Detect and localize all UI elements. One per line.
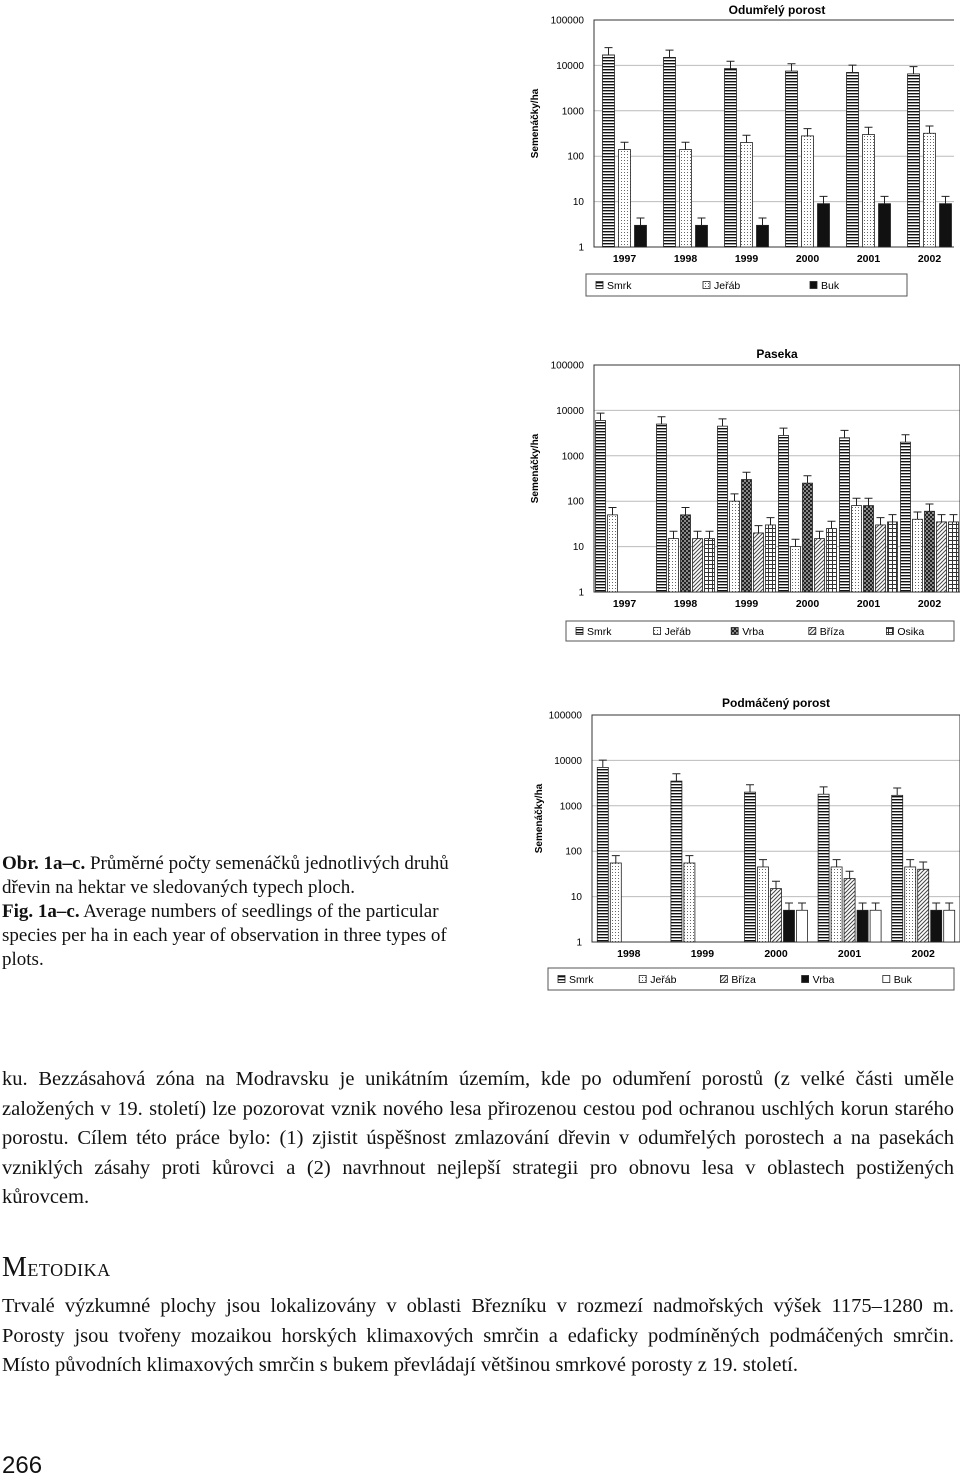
x-tick-label: 1999 (690, 948, 715, 960)
legend-swatch (886, 628, 893, 635)
legend-swatch (883, 976, 890, 983)
error-bar (865, 127, 873, 134)
bar (786, 71, 798, 247)
error-bar (772, 881, 780, 888)
error-bar (670, 531, 678, 538)
error-bar (666, 50, 674, 57)
bar (876, 525, 886, 592)
bar (852, 506, 862, 592)
legend-label: Buk (821, 279, 840, 292)
error-bar (658, 417, 666, 424)
y-tick-label: 1000 (561, 451, 584, 463)
bar (802, 136, 814, 247)
bar (944, 910, 955, 942)
y-tick-label: 100000 (550, 360, 584, 372)
error-bar (804, 129, 812, 136)
error-bar (746, 785, 754, 792)
error-bar (820, 787, 828, 794)
legend-label: Smrk (607, 279, 632, 292)
x-tick-label: 1999 (734, 598, 759, 610)
bar (847, 72, 859, 247)
y-axis-label: Semenáčky/ha (534, 783, 545, 854)
legend-label: Smrk (569, 973, 594, 986)
bar (664, 57, 676, 247)
error-bar (731, 494, 739, 501)
error-bar (926, 126, 934, 133)
y-tick-label: 10000 (556, 60, 584, 72)
x-tick-label: 2002 (917, 598, 942, 610)
y-tick-label: 100 (565, 846, 582, 858)
bar (913, 519, 923, 592)
section-heading-metodika (2, 1252, 111, 1284)
y-tick-label: 100 (567, 151, 584, 163)
x-tick-label: 2000 (795, 253, 820, 265)
bar (779, 435, 789, 592)
legend-swatch (654, 628, 661, 635)
bar (718, 426, 728, 592)
error-bar (828, 521, 836, 528)
bar (757, 225, 769, 247)
caption-czech-label: Obr. 1a–c. (2, 853, 86, 874)
error-bar (893, 788, 901, 795)
x-tick-label: 2001 (856, 253, 881, 265)
chart-title: Podmáčený porost (721, 696, 831, 710)
error-bar (612, 856, 620, 863)
bar (925, 511, 935, 592)
y-tick-label: 10 (572, 542, 584, 554)
x-tick-label: 2000 (795, 598, 820, 610)
bar (827, 529, 837, 592)
y-tick-label: 10 (572, 197, 584, 209)
error-bar (950, 515, 958, 522)
y-tick-label: 1 (576, 937, 582, 949)
error-bar (785, 903, 793, 910)
legend (586, 274, 907, 296)
error-bar (889, 515, 897, 522)
chart-svg (524, 344, 960, 644)
error-bar (841, 430, 849, 437)
legend-label: Jeřáb (664, 625, 691, 638)
error-bar (759, 860, 767, 867)
bar (725, 69, 737, 247)
bar (870, 910, 881, 942)
error-bar (910, 67, 918, 74)
caption-english (2, 900, 472, 972)
error-bar (914, 512, 922, 519)
bar (863, 135, 875, 247)
error-bar (932, 903, 940, 910)
error-bar (865, 498, 873, 505)
x-tick-label: 2001 (837, 948, 862, 960)
bar (918, 869, 929, 942)
legend-swatch (720, 976, 727, 983)
error-bar (682, 508, 690, 515)
error-bar (792, 539, 800, 546)
y-tick-label: 10000 (554, 755, 582, 767)
error-bar (672, 774, 680, 781)
y-tick-label: 100 (567, 496, 584, 508)
chart-svg (524, 694, 960, 994)
error-bar (945, 903, 953, 910)
legend-label: Jeřáb (714, 279, 741, 292)
bar (741, 143, 753, 247)
legend-swatch (639, 976, 646, 983)
error-bar (942, 196, 950, 203)
bar (597, 767, 608, 942)
y-axis-label: Semenáčky/ha (530, 433, 541, 504)
y-tick-label: 100000 (550, 15, 584, 27)
bar (908, 74, 920, 247)
error-bar (881, 196, 889, 203)
error-bar (694, 531, 702, 538)
error-bar (849, 65, 857, 72)
bar (888, 522, 898, 592)
error-bar (780, 428, 788, 435)
y-axis-label: Semenáčky/ha (530, 88, 541, 159)
bar (619, 150, 631, 247)
bar (937, 522, 947, 592)
x-tick-label: 1997 (612, 253, 637, 265)
bar (818, 794, 829, 942)
bar (603, 55, 615, 247)
error-bar (926, 504, 934, 511)
error-bar (859, 903, 867, 910)
bar (771, 889, 782, 942)
chart-odumrely-porost (524, 0, 954, 300)
chart-title: Odumřelý porost (728, 3, 826, 17)
error-bar (938, 515, 946, 522)
legend-label: Bříza (819, 625, 845, 638)
error-bar (759, 218, 767, 225)
error-bar (637, 218, 645, 225)
error-bar (605, 48, 613, 55)
bar (671, 781, 682, 942)
bar (905, 867, 916, 942)
bar (758, 867, 769, 942)
error-bar (816, 531, 824, 538)
body-paragraph-intro: ku. Bezzásahová zóna na Modravsku je unikátním územím, kde po odumření porostů (z velké části uměle založených v 19. století) lze pozorovat vznik nového lesa přirozenou cestou pod ochranou uschlých korun starého porostu. Cílem této práce bylo: (1) zjistit úspěšnost zmlazování dřevin v odumřelých porostech a na pasekách vzniklých zásahy proti kůrovci a (2) navrhnout nejlepší strategii pro obnovu lesa v oblastech postižených kůrovcem. (2, 1068, 954, 1208)
bar (742, 480, 752, 592)
legend-swatch (703, 282, 710, 289)
y-tick-label: 10 (570, 892, 582, 904)
legend-label: Smrk (587, 625, 612, 638)
bar (596, 420, 606, 592)
bar (754, 533, 764, 592)
error-bar (833, 860, 841, 867)
bar (608, 515, 618, 592)
x-tick-label: 2002 (917, 253, 942, 265)
bar (680, 150, 692, 247)
y-tick-label: 1000 (559, 801, 582, 813)
x-tick-label: 1999 (734, 253, 759, 265)
body-paragraph-metodika: Trvalé výzkumné plochy jsou lokalizovány v oblasti Březníku v rozmezí nadmořských výšek 1175–1280 m. Porosty jsou tvořeny mozaikou horských klimaxových smrčin a edaficky podmíněných podmáčených smrčin. Místo původních klimaxových smrčin s bukem převládají většinou smrkové porosty z 19. století. (2, 1295, 954, 1376)
bar (892, 795, 903, 942)
legend-swatch (576, 628, 583, 635)
x-tick-label: 2000 (764, 948, 788, 960)
caption-czech-text: Průměrné počty semenáčků jednotlivých druhů dřevin na hektar ve sledovaných typech ploch. (2, 853, 449, 898)
legend-swatch (809, 628, 816, 635)
y-tick-label: 10000 (556, 405, 584, 417)
bar (791, 547, 801, 592)
error-bar (682, 142, 690, 149)
error-bar (698, 218, 706, 225)
legend-swatch (558, 976, 565, 983)
legend-swatch (731, 628, 738, 635)
bar (797, 910, 808, 942)
bar (766, 525, 776, 592)
bar (745, 792, 756, 942)
error-bar (853, 498, 861, 505)
plot-area (594, 20, 954, 247)
error-bar (919, 862, 927, 869)
error-bar (706, 531, 714, 538)
bar (857, 910, 868, 942)
error-bar (906, 860, 914, 867)
y-tick-label: 1 (578, 242, 584, 254)
bar (831, 867, 842, 942)
caption-english-text: Average numbers of seedlings of the particular species per ha in each year of observation in three types of plots. (2, 901, 447, 970)
x-tick-label: 2001 (856, 598, 881, 610)
y-tick-label: 1 (578, 587, 584, 599)
bar (730, 501, 740, 592)
error-bar (743, 135, 751, 142)
bar (696, 225, 708, 247)
bar (669, 539, 679, 592)
error-bar (609, 508, 617, 515)
bar (693, 539, 703, 592)
caption-english-label: Fig. 1a–c. (2, 901, 80, 922)
chart-svg (524, 0, 954, 300)
error-bar (798, 903, 806, 910)
bar (681, 515, 691, 592)
bar (684, 863, 695, 942)
chart-paseka (524, 344, 960, 644)
legend-swatch (802, 976, 809, 983)
error-bar (597, 413, 605, 420)
error-bar (902, 435, 910, 442)
error-bar (846, 871, 854, 878)
bar (940, 204, 952, 247)
bar (879, 204, 891, 247)
bar (844, 879, 855, 942)
heading-initial: M (2, 1252, 28, 1283)
legend-swatch (810, 282, 817, 289)
bar (901, 442, 911, 592)
error-bar (877, 518, 885, 525)
bar (705, 539, 715, 592)
error-bar (788, 64, 796, 71)
bar (840, 438, 850, 592)
legend-swatch (596, 282, 603, 289)
legend-label: Osika (897, 625, 925, 638)
error-bar (599, 760, 607, 767)
legend-label: Buk (893, 973, 912, 986)
bar (657, 424, 667, 592)
error-bar (872, 903, 880, 910)
legend-label: Jeřáb (650, 973, 677, 986)
error-bar (685, 856, 693, 863)
page-number: 266 (2, 1452, 43, 1479)
bar (610, 863, 621, 942)
x-tick-label: 1998 (617, 948, 641, 960)
legend-label: Vrba (812, 973, 835, 986)
caption-czech (2, 852, 472, 900)
bar (818, 204, 830, 247)
bar (864, 506, 874, 592)
error-bar (804, 476, 812, 483)
error-bar (820, 196, 828, 203)
chart-podmaceny-porost (524, 694, 960, 994)
figure-caption (2, 852, 472, 972)
bar (924, 133, 936, 247)
bar (803, 483, 813, 592)
error-bar (755, 526, 763, 533)
y-tick-label: 100000 (548, 710, 582, 722)
bar (949, 522, 959, 592)
error-bar (719, 419, 727, 426)
y-tick-label: 1000 (561, 106, 584, 118)
error-bar (621, 142, 629, 149)
legend-label: Vrba (742, 625, 764, 638)
error-bar (743, 472, 751, 479)
heading-rest: etodika (27, 1253, 111, 1282)
bar (815, 539, 825, 592)
error-bar (767, 518, 775, 525)
x-tick-label: 2002 (911, 948, 935, 960)
bar (931, 910, 942, 942)
x-tick-label: 1998 (673, 598, 698, 610)
x-tick-label: 1998 (673, 253, 698, 265)
x-tick-label: 1997 (612, 598, 637, 610)
chart-title: Paseka (756, 347, 798, 361)
legend-label: Bříza (731, 973, 756, 986)
bar (784, 910, 795, 942)
bar (635, 225, 647, 247)
